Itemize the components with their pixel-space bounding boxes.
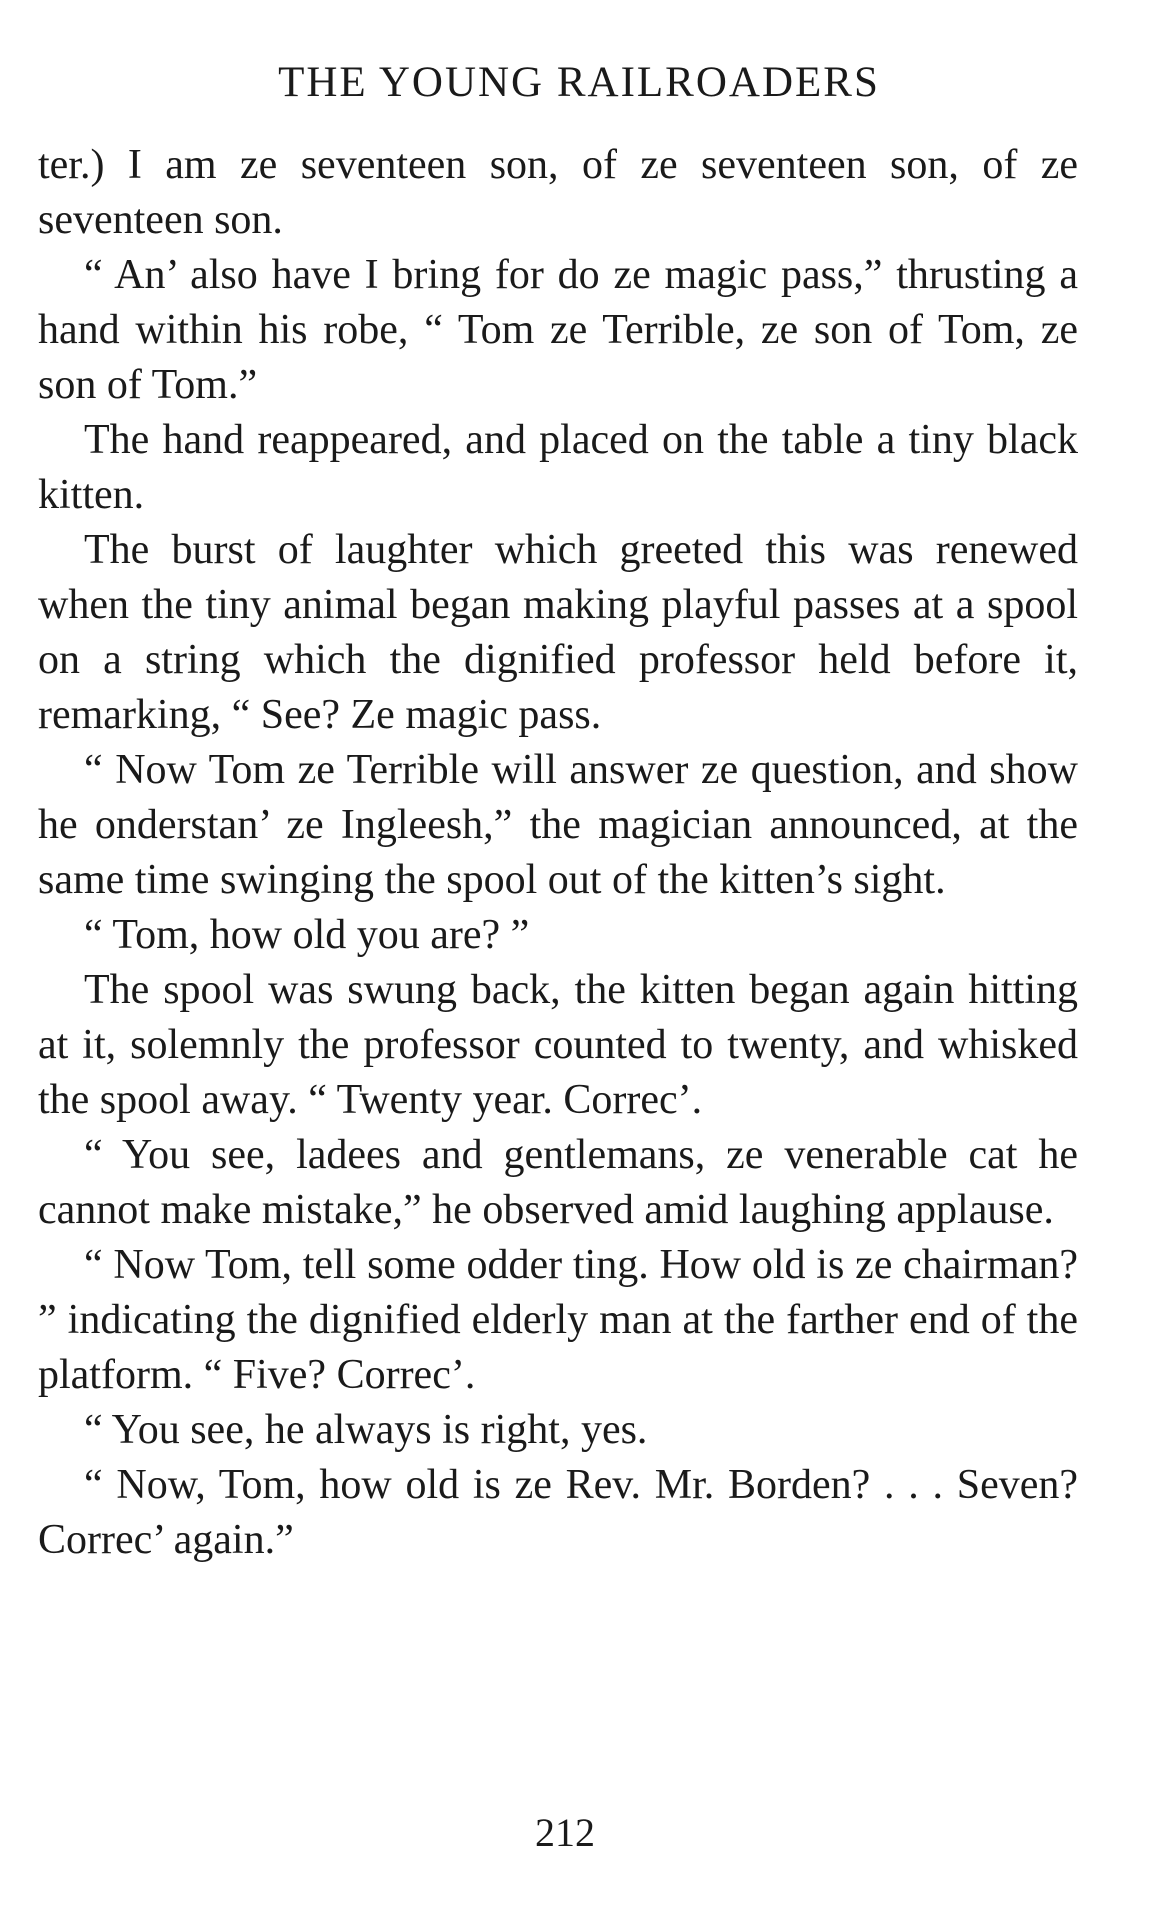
paragraph: “ Tom, how old you are? ” bbox=[84, 912, 530, 958]
paragraph: The burst of laughter which greeted this was renewed when the tiny animal began making playful passes at a spool on a string which the dignified professor held before it, remarking, “ See? Ze magic pass. bbox=[38, 527, 1078, 738]
paragraph: The hand reappeared, and placed on the table a tiny black kitten. bbox=[38, 417, 1078, 518]
paragraph: “ You see, ladees and gentlemans, ze venerable cat he cannot make mistake,” he observed amid laughing applause. bbox=[38, 1132, 1078, 1233]
paragraph: “ Now Tom, tell some odder ting. How old is ze chairman? ” indicating the dignified elderly man at the farther end of the platform. “ Five? Correc’. bbox=[38, 1242, 1078, 1398]
paragraph: “ You see, he always is right, yes. bbox=[84, 1407, 648, 1453]
running-title: THE YOUNG RAILROADERS bbox=[278, 59, 880, 106]
paragraph: “ An’ also have I bring for do ze magic pass,” thrusting a hand within his robe, “ Tom ze Terrible, ze son of Tom, ze son of Tom.” bbox=[38, 252, 1078, 408]
paragraph-continued: ter.) I am ze seventeen son, of ze seventeen son, of ze seventeen son. bbox=[38, 142, 1078, 243]
page-number: 212 bbox=[535, 1810, 595, 1855]
paragraph: The spool was swung back, the kitten began again hitting at it, solemnly the professor counted to twenty, and whisked the spool away. “ Twenty year. Correc’. bbox=[38, 967, 1078, 1123]
body-text bbox=[38, 138, 1078, 1568]
paragraph: “ Now Tom ze Terrible will answer ze question, and show he onderstan’ ze Ingleesh,” the magician announced, at the same time swinging the spool out of the kitten’s sight. bbox=[38, 747, 1078, 903]
paragraph: “ Now, Tom, how old is ze Rev. Mr. Borden? . . . Seven? Correc’ again.” bbox=[38, 1462, 1078, 1563]
